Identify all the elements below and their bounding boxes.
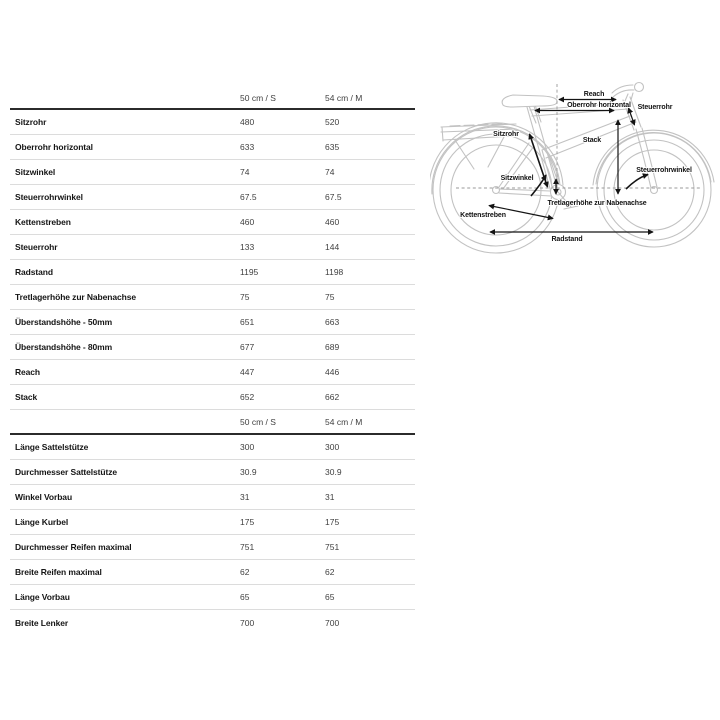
oberrohr-label: Oberrohr horizontal	[567, 102, 631, 109]
spec-value-m: 75	[325, 292, 335, 302]
table-row	[10, 110, 415, 135]
spec-value-s: 460	[240, 217, 255, 227]
spec-label: Länge Kurbel	[15, 517, 69, 527]
spec-value-m: 300	[325, 442, 340, 452]
table-row	[10, 510, 415, 535]
spec-value-s: 633	[240, 142, 255, 152]
spec-value-m: 67.5	[325, 192, 342, 202]
spec-value-s: 31	[240, 492, 250, 502]
spec-value-m: 635	[325, 142, 340, 152]
handlebar-icon	[612, 83, 644, 102]
spec-value-m: 662	[325, 392, 340, 402]
column-header-size-m: 54 cm / M	[325, 416, 363, 427]
spec-value-m: 700	[325, 617, 340, 628]
spec-value-m: 446	[325, 367, 340, 377]
spec-value-m: 30.9	[325, 467, 342, 477]
table-row	[10, 235, 415, 260]
table-row	[10, 160, 415, 185]
column-header-row	[10, 88, 415, 110]
spec-value-m: 751	[325, 542, 340, 552]
spec-value-s: 751	[240, 542, 255, 552]
table-row	[10, 385, 415, 410]
spec-label: Tretlagerhöhe zur Nabenachse	[15, 292, 136, 302]
spec-label: Sitzwinkel	[15, 167, 56, 177]
spec-value-s: 65	[240, 592, 250, 602]
spec-label: Durchmesser Reifen maximal	[15, 542, 132, 552]
table-row	[10, 360, 415, 385]
spec-value-s: 651	[240, 317, 255, 327]
spec-label: Oberrohr horizontal	[15, 142, 93, 152]
spec-value-s: 677	[240, 342, 255, 352]
table-section-components	[10, 435, 415, 635]
spec-value-s: 300	[240, 442, 255, 452]
spec-value-m: 689	[325, 342, 340, 352]
steuerrohr-label: Steuerrohr	[637, 104, 673, 111]
column-header-row	[10, 410, 415, 435]
spec-label: Länge Sattelstütze	[15, 442, 89, 452]
spec-value-m: 62	[325, 567, 335, 577]
spec-value-m: 175	[325, 517, 340, 527]
spec-value-s: 75	[240, 292, 250, 302]
stack-label: Stack	[582, 137, 602, 144]
spec-label: Radstand	[15, 267, 53, 277]
spec-value-s: 700	[240, 617, 255, 628]
spec-label: Überstandshöhe - 80mm	[15, 342, 113, 352]
spec-value-m: 1198	[325, 267, 344, 277]
table-row	[10, 135, 415, 160]
spec-label: Kettenstreben	[15, 217, 71, 227]
reach-label: Reach	[583, 91, 605, 98]
table-row	[10, 260, 415, 285]
spec-value-s: 30.9	[240, 467, 257, 477]
spec-value-s: 652	[240, 392, 255, 402]
spec-value-m: 520	[325, 117, 340, 127]
spec-value-s: 62	[240, 567, 250, 577]
spec-label: Reach	[15, 367, 41, 377]
spec-label: Breite Reifen maximal	[15, 567, 102, 577]
spec-value-s: 1195	[240, 267, 259, 277]
spec-label: Stack	[15, 392, 38, 402]
steuerrohrwinkel-arc-arrow	[626, 175, 648, 190]
spec-value-s: 175	[240, 517, 255, 527]
table-section-geometry	[10, 110, 415, 410]
diagram-labels	[460, 91, 692, 243]
table-row	[10, 560, 415, 585]
geometry-spec-table	[10, 88, 415, 635]
spec-label: Durchmesser Sattelstütze	[15, 467, 117, 477]
spec-label: Steuerrohrwinkel	[15, 192, 83, 202]
table-row	[10, 435, 415, 460]
table-row	[10, 535, 415, 560]
table-row	[10, 610, 415, 635]
spec-value-s: 133	[240, 242, 255, 252]
table-row	[10, 210, 415, 235]
spec-label: Länge Vorbau	[15, 592, 70, 602]
table-row	[10, 460, 415, 485]
spec-value-m: 460	[325, 217, 340, 227]
spec-label: Steuerrohr	[15, 242, 58, 252]
spec-value-s: 447	[240, 367, 255, 377]
sitzwinkel-label: Sitzwinkel	[500, 175, 534, 182]
spec-value-s: 67.5	[240, 192, 257, 202]
spec-value-m: 31	[325, 492, 335, 502]
spec-value-m: 663	[325, 317, 340, 327]
column-header-size-s: 50 cm / S	[240, 416, 276, 427]
column-header-size-m: 54 cm / M	[325, 93, 363, 103]
spec-label: Winkel Vorbau	[15, 492, 73, 502]
sitzrohr-label: Sitzrohr	[493, 131, 519, 138]
radstand-label: Radstand	[551, 236, 583, 243]
spec-value-m: 144	[325, 242, 340, 252]
table-row	[10, 285, 415, 310]
table-row	[10, 335, 415, 360]
table-row	[10, 185, 415, 210]
spec-value-m: 65	[325, 592, 335, 602]
spec-label: Breite Lenker	[15, 617, 69, 628]
tretlagerhoehe-label: Tretlagerhöhe zur Nabenachse	[547, 200, 647, 207]
spec-value-s: 74	[240, 167, 250, 177]
column-header-size-s: 50 cm / S	[240, 93, 276, 103]
table-row	[10, 310, 415, 335]
spec-label: Sitzrohr	[15, 117, 47, 127]
kettenstreben-label: Kettenstreben	[460, 212, 506, 219]
bike-geometry-diagram	[430, 70, 720, 260]
steuerrohrwinkel-label: Steuerrohrwinkel	[636, 167, 692, 174]
spec-label: Überstandshöhe - 50mm	[15, 317, 113, 327]
spec-value-m: 74	[325, 167, 335, 177]
spec-value-s: 480	[240, 117, 255, 127]
table-row	[10, 585, 415, 610]
table-row	[10, 485, 415, 510]
front-wheel-icon	[593, 130, 714, 247]
